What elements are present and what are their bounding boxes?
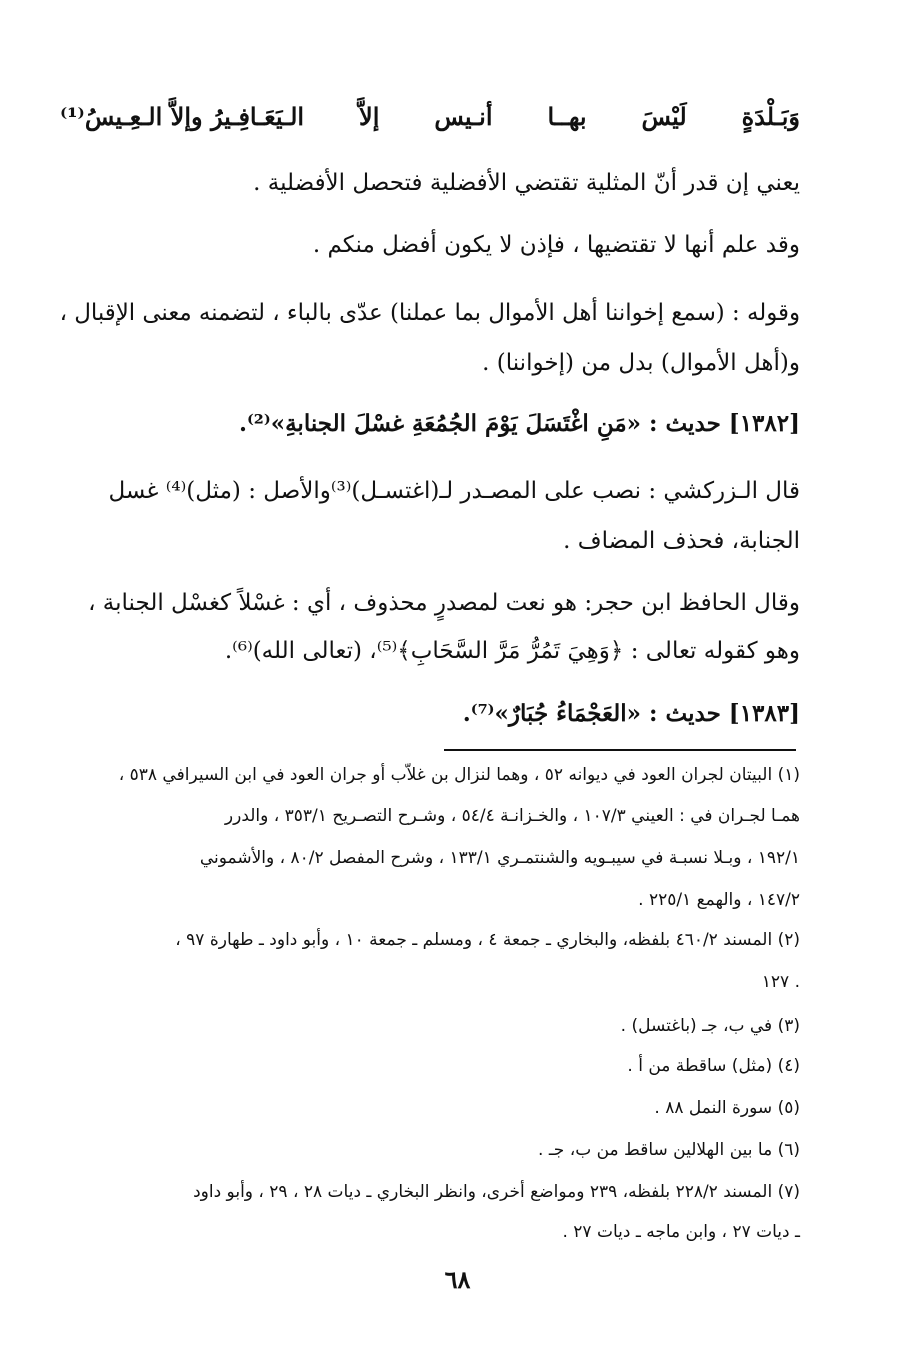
- body-paragraph-continued: و(أهل الأموال) بدل من (إخواننا) .: [482, 350, 800, 376]
- footnote-divider: [444, 749, 796, 751]
- verse-word: لَيْسَ: [641, 102, 687, 131]
- footnote-3: (٣) في ب، جـ (باغتسل) .: [620, 1016, 800, 1036]
- body-paragraph: يعني إن قدر أنّ المثلية تقتضي الأفضلية فتحصل الأفضلية .: [253, 170, 800, 196]
- footnote-4: (٤) (مثل) ساقطة من أ .: [627, 1056, 800, 1076]
- footnote-6: (٦) ما بين الهلالين ساقط من ب، جـ .: [538, 1140, 800, 1160]
- footnote-1-cont: ١٤٧/٢ ، والهمع ٢٢٥/١ .: [638, 890, 800, 910]
- verse-word: بهــا: [547, 102, 587, 131]
- body-paragraph-continued: الجنابة، فحذف المضاف .: [563, 528, 800, 554]
- body-paragraph: وقوله : (سمع إخواننا أهل الأموال بما عملنا) عدّى بالباء ، لتضمنه معنى الإقبال ،: [59, 300, 800, 326]
- verse-word: الـيَعَـافِـيرُ وإلاَّ الـعِـيسُ⁽¹⁾: [60, 102, 305, 131]
- poem-verse: [60, 102, 800, 131]
- body-paragraph-continued: وهو كقوله تعالى : ﴿وَهِيَ تَمُرُّ مَرَّ السَّحَابِ﴾⁽⁵⁾، (تعالى الله)⁽⁶⁾.: [224, 638, 800, 664]
- footnote-7: (٧) المسند ٢٢٨/٢ بلفظه، ٢٣٩ ومواضع أخرى، وانظر البخاري ـ ديات ٢٨ ، ٢٩ ، وأبو داود: [193, 1182, 800, 1202]
- footnote-2-cont: ١٢٧ .: [761, 972, 800, 992]
- hadith-heading-1382: [١٣٨٢] حديث : «مَنِ اغْتَسَلَ يَوْمَ الجُمُعَةِ غسْلَ الجنابةِ»⁽²⁾.: [238, 410, 800, 437]
- footnote-1-cont: ١٩٢/١ ، وبـلا نسبـة في سيبـويه والشنتمـري ١٣٣/١ ، وشرح المفصل ٨٠/٢ ، والأشموني: [199, 848, 800, 868]
- footnote-1-cont: همـا لجـران في : العيني ١٠٧/٣ ، والخـزانـة ٥٤/٤ ، وشـرح التصـريح ٣٥٣/١ ، والدرر: [224, 806, 800, 826]
- body-paragraph: قال الـزركشي : نصب على المصـدر لـ(اغتسـل)⁽³⁾والأصل : (مثل)⁽⁴⁾ غسل: [108, 478, 800, 504]
- footnote-7-cont: ـ ديات ٢٧ ، وابن ماجه ـ ديات ٢٧ .: [562, 1222, 800, 1242]
- verse-word: أنـيس: [434, 102, 493, 131]
- footnote-5: (٥) سورة النمل ٨٨ .: [654, 1098, 800, 1118]
- verse-word: وَبَـلْدَةٍ: [741, 102, 800, 131]
- footnote-1: (١) البيتان لجران العود في ديوانه ٥٢ ، وهما لنزال بن غلاّب أو جران العود في ابن السيرافي ٥٣٨ ،: [118, 765, 800, 785]
- footnote-2: (٢) المسند ٤٦٠/٢ بلفظه، والبخاري ـ جمعة ٤ ، ومسلم ـ جمعة ١٠ ، وأبو داود ـ طهارة ٩٧ ،: [175, 930, 800, 950]
- body-paragraph: وقد علم أنها لا تقتضيها ، فإذن لا يكون أفضل منكم .: [312, 232, 800, 258]
- page-number: ٦٨: [444, 1265, 471, 1294]
- verse-word: إلاَّ: [359, 102, 380, 131]
- body-paragraph: وقال الحافظ ابن حجر: هو نعت لمصدرٍ محذوف ، أي : غسْلاً كغسْل الجنابة ،: [88, 590, 800, 616]
- hadith-heading-1383: [١٣٨٣] حديث : «العَجْمَاءُ جُبَارٌ»⁽⁷⁾.: [462, 700, 800, 727]
